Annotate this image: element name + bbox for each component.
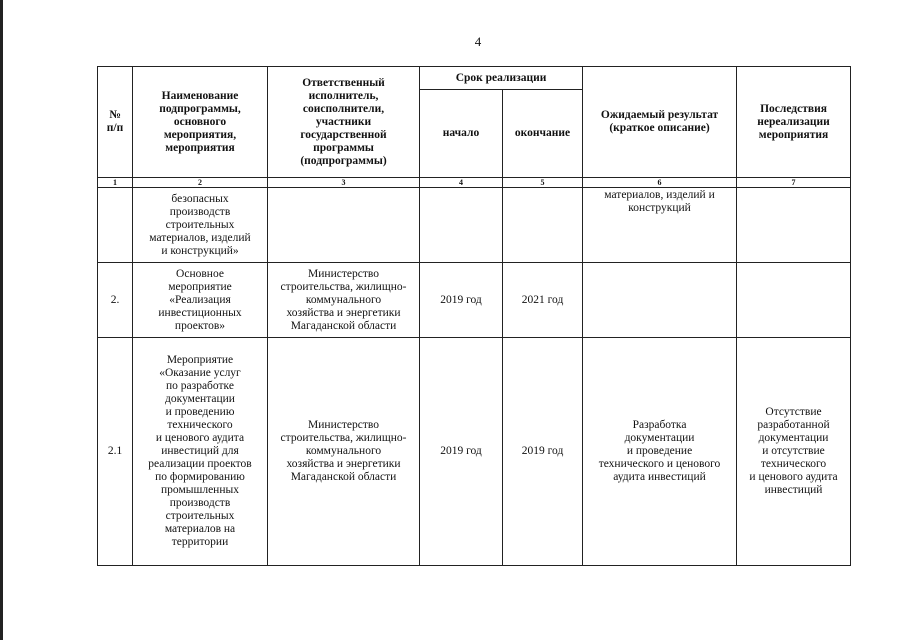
column-number: 1 bbox=[98, 178, 133, 188]
row-end: 2019 год bbox=[503, 338, 583, 566]
row-start: 2019 год bbox=[420, 263, 503, 338]
row-result bbox=[583, 263, 737, 338]
column-number: 2 bbox=[133, 178, 268, 188]
row-end bbox=[503, 188, 583, 263]
header-start: начало bbox=[420, 90, 503, 178]
header-consequences: Последствия нереализации мероприятия bbox=[737, 67, 851, 178]
header-num: № п/п bbox=[98, 67, 133, 178]
column-number: 7 bbox=[737, 178, 851, 188]
page-left-edge bbox=[0, 0, 3, 640]
row-responsible bbox=[268, 188, 420, 263]
row-start: 2019 год bbox=[420, 338, 503, 566]
page-number: 4 bbox=[474, 34, 482, 49]
row-consequences: Отсутствие разработанной документации и отсутствие технического и ценового аудита инвестиций bbox=[737, 338, 851, 566]
row-responsible: Министерство строительства, жилищно- коммунального хозяйства и энергетики Магаданской области bbox=[268, 338, 420, 566]
header-period: Срок реализации bbox=[420, 67, 583, 90]
row-result: материалов, изделий и конструкций bbox=[583, 188, 737, 263]
column-number: 3 bbox=[268, 178, 420, 188]
column-numbers-row bbox=[98, 178, 851, 188]
row-num: 2. bbox=[98, 263, 133, 338]
header-row bbox=[98, 67, 851, 90]
table-row bbox=[98, 338, 851, 566]
column-number: 6 bbox=[583, 178, 737, 188]
table-row bbox=[98, 188, 851, 263]
table-row bbox=[98, 263, 851, 338]
row-end: 2021 год bbox=[503, 263, 583, 338]
header-result: Ожидаемый результат (краткое описание) bbox=[583, 67, 737, 178]
row-name: Основное мероприятие «Реализация инвестиционных проектов» bbox=[133, 263, 268, 338]
column-number: 5 bbox=[503, 178, 583, 188]
program-table bbox=[97, 66, 851, 566]
column-number: 4 bbox=[420, 178, 503, 188]
header-responsible: Ответственный исполнитель, соисполнители, участники государственной программы (подпрограммы) bbox=[268, 67, 420, 178]
row-consequences bbox=[737, 263, 851, 338]
row-num: 2.1 bbox=[98, 338, 133, 566]
row-consequences bbox=[737, 188, 851, 263]
row-name: безопасных производств строительных материалов, изделий и конструкций» bbox=[133, 188, 268, 263]
row-start bbox=[420, 188, 503, 263]
header-name: Наименование подпрограммы, основного мероприятия, мероприятия bbox=[133, 67, 268, 178]
row-num bbox=[98, 188, 133, 263]
row-result: Разработка документации и проведение технического и ценового аудита инвестиций bbox=[583, 338, 737, 566]
row-responsible: Министерство строительства, жилищно- коммунального хозяйства и энергетики Магаданской области bbox=[268, 263, 420, 338]
header-end: окончание bbox=[503, 90, 583, 178]
row-name: Мероприятие «Оказание услуг по разработке документации и проведению технического и ценового аудита инвестиций для реализации проектов по формированию промышленных производств строительных материалов на территории bbox=[133, 338, 268, 566]
